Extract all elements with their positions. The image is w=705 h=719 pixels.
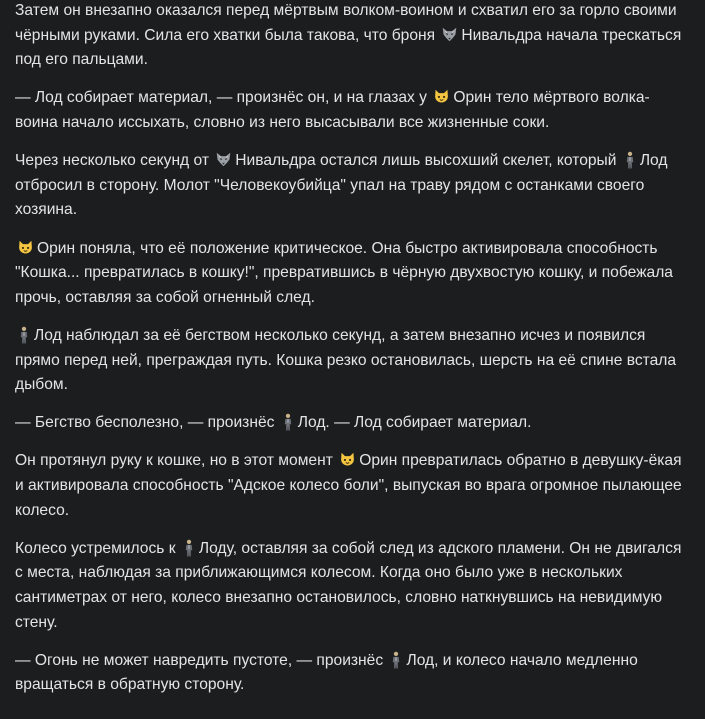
paragraph-text: Нивальдра остался лишь высохший скелет, который <box>235 152 621 170</box>
person-icon <box>18 326 30 343</box>
paragraph-text: — Огонь не может навредить пустоте, — произнёс <box>15 651 388 669</box>
paragraph-text: Он протянул руку к кошке, но в этот момент <box>15 452 338 470</box>
paragraph <box>15 0 691 73</box>
person-icon <box>390 651 402 668</box>
person-icon <box>282 413 294 430</box>
cat-icon <box>17 239 34 256</box>
paragraph-text: — Лод собирает материал, — произнёс он, и на глазах у <box>15 89 432 107</box>
paragraph-text: Через несколько секунд от <box>15 152 214 170</box>
paragraph-text: Лод. — Лод собирает материал. <box>297 414 532 432</box>
paragraph <box>15 649 691 698</box>
paragraph-text: Колесо устремилось к <box>15 539 180 557</box>
paragraph <box>15 411 691 436</box>
paragraph <box>15 449 691 523</box>
paragraph-text: Лоду, оставляя за собой след из адского пламени. Он не двигался с места, наблюдая за приближающимся колесом. Когда оно было уже в нескольких сантиметрах от него, колесо внезапно остановилось, словно наткнувшись на невидимую стену. <box>15 539 682 631</box>
paragraph-text: Нивальдра начала трескаться под его пальцами. <box>15 26 682 69</box>
cat-icon <box>433 88 450 105</box>
paragraph <box>15 537 691 635</box>
person-icon <box>183 539 195 556</box>
paragraph-text: Орин тело мёртвого волка-воина начало иссыхать, словно из него высасывали все жизненные соки. <box>15 89 650 131</box>
paragraph <box>15 324 691 398</box>
paragraph <box>15 149 691 223</box>
paragraph-text: Лод наблюдал за её бегством несколько секунд, а затем внезапно исчез и появился прямо перед ней, преграждая путь. Кошка резко остановилась, шерсть на её спине встала дыбом. <box>15 326 677 394</box>
paragraph-text: Лод отбросил в сторону. Молот "Человекоубийца" упал на траву рядом с останками своего хозяина. <box>15 152 668 219</box>
paragraph-text: Орин поняла, что её положение критическое. Она быстро активировала способность "Кошка... превратилась в кошку!", превратившись в чёрную двухвостую кошку, и побежала прочь, оставляя за собой огненный след. <box>15 239 673 306</box>
person-icon <box>624 151 636 168</box>
paragraph-text: Затем он внезапно оказался перед мёртвым волком-воином и схватил его за горло своими чёрными руками. Сила его хватки была такова, что броня <box>15 2 677 44</box>
paragraph <box>15 237 691 311</box>
wolf-icon <box>215 151 232 168</box>
cat-icon <box>339 451 356 468</box>
paragraph-text: Орин превратилась обратно в девушку-ёкая и активировала способность "Адское колесо боли", выпуская во врага огромное пылающее колесо. <box>15 452 682 519</box>
paragraph-text: — Бегство бесполезно, — произнёс <box>15 414 279 432</box>
wolf-icon <box>441 26 458 43</box>
paragraph <box>15 86 691 135</box>
paragraph-text: Лод, и колесо начало медленно вращаться в обратную сторону. <box>15 651 638 694</box>
